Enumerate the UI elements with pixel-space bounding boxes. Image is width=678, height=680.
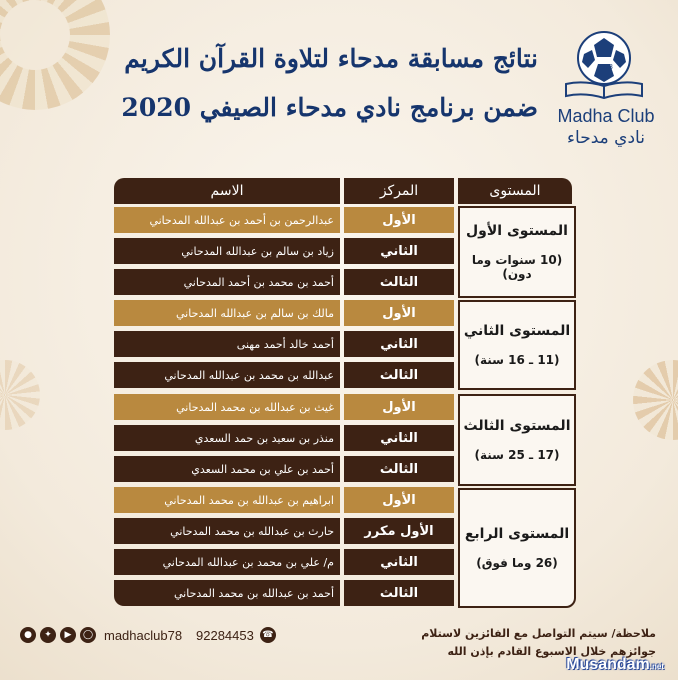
level-cell-4: [458, 488, 576, 608]
rank-cell: الثالث: [344, 269, 454, 295]
level-range: (17 ـ 25 سنة): [474, 448, 560, 462]
name-cell: عبدالله بن محمد بن عبدالله المدحاني: [114, 362, 340, 388]
rank-cell: الأول: [344, 207, 454, 233]
rank-cell: الثاني: [344, 331, 454, 357]
rank-cell: الثاني: [344, 238, 454, 264]
name-cell: عبدالرحمن بن أحمد بن عبدالله المدحاني: [114, 207, 340, 233]
level-cell-1: [458, 206, 576, 298]
football-icon: [576, 30, 632, 86]
name-cell: أحمد بن عبدالله بن محمد المدحاني: [114, 580, 340, 606]
header-rank: المركز: [344, 178, 454, 204]
rank-cell: الأول: [344, 300, 454, 326]
rank-cell: الأول: [344, 487, 454, 513]
header-level: المستوى: [458, 178, 572, 204]
phone-number[interactable]: 92284453: [196, 627, 254, 643]
snapchat-icon[interactable]: ●: [20, 627, 36, 643]
note-line-2: جوائزهم خلال الاسبوع القادم بإذن الله: [447, 645, 656, 658]
name-cell: م/ علي بن محمد بن عبدالله المدحاني: [114, 549, 340, 575]
title-line-2: ضمن برنامج نادي مدحاء الصيفي 2020: [121, 93, 538, 122]
rank-cell: الثالث: [344, 580, 454, 606]
name-cell: أحمد بن علي بن محمد السعدي: [114, 456, 340, 482]
youtube-icon[interactable]: ▶: [60, 627, 76, 643]
social-handle[interactable]: madhaclub78: [104, 627, 183, 643]
watermark: [566, 656, 664, 674]
social-links: [20, 627, 182, 643]
rank-cell: الثالث: [344, 362, 454, 388]
open-book-icon: [564, 80, 644, 100]
name-cell: حارث بن عبدالله بن محمد المدحاني: [114, 518, 340, 544]
name-cell: زياد بن سالم بن عبدالله المدحاني: [114, 238, 340, 264]
level-range: (26 وما فوق): [476, 556, 558, 570]
level-name: المستوى الأول: [466, 223, 568, 239]
level-cell-3: [458, 394, 576, 486]
name-cell: ابراهيم بن عبدالله بن محمد المدحاني: [114, 487, 340, 513]
level-name: المستوى الثاني: [463, 323, 571, 339]
name-cell: أحمد بن محمد بن أحمد المدحاني: [114, 269, 340, 295]
level-name: المستوى الثالث: [463, 418, 571, 434]
ornament-top-left: [0, 0, 110, 110]
header-name: الاسم: [114, 178, 340, 204]
level-range: (11 ـ 16 سنة): [474, 353, 560, 367]
name-cell: منذر بن سعيد بن حمد السعدي: [114, 425, 340, 451]
rank-cell: الأول مكرر: [344, 518, 454, 544]
instagram-icon[interactable]: ◯: [80, 627, 96, 643]
ornament-left: [0, 360, 40, 430]
logo-name-ar: نادي مدحاء: [567, 128, 645, 148]
name-cell: أحمد خالد أحمد مهنى: [114, 331, 340, 357]
phone-contact: [196, 627, 276, 643]
logo-name-en: Madha Club: [557, 106, 655, 126]
name-cell: مالك بن سالم بن عبدالله المدحاني: [114, 300, 340, 326]
watermark-text: Musandam: [566, 656, 650, 673]
level-name: المستوى الرابع: [464, 526, 570, 542]
note-line-1: ملاحظة/ سيتم التواصل مع الفائزين لاستلام: [421, 627, 656, 640]
logo-year: 1978: [597, 64, 613, 71]
title-line-1: نتائج مسابقة مدحاء لتلاوة القرآن الكريم: [124, 44, 538, 73]
club-logo: [556, 30, 655, 150]
watermark-suffix: .net: [649, 662, 664, 671]
rank-cell: الأول: [344, 394, 454, 420]
level-cell-2: [458, 300, 576, 390]
ornament-right: [633, 360, 678, 440]
twitter-icon[interactable]: ✦: [40, 627, 56, 643]
whatsapp-icon[interactable]: ☎: [260, 627, 276, 643]
level-range: (10 سنوات وما دون): [471, 253, 563, 281]
rank-cell: الثاني: [344, 549, 454, 575]
rank-cell: الثالث: [344, 456, 454, 482]
name-cell: غيث بن عبدالله بن محمد المدحاني: [114, 394, 340, 420]
rank-cell: الثاني: [344, 425, 454, 451]
